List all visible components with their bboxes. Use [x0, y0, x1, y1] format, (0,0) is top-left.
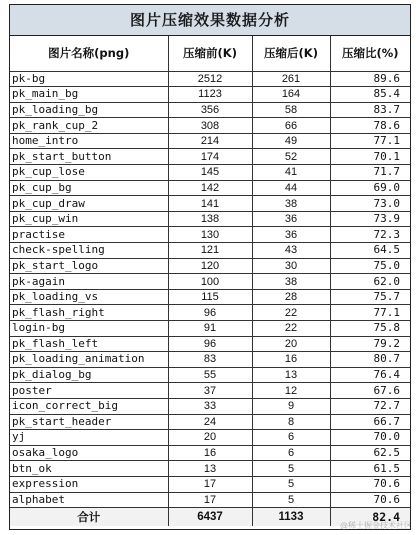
- table-row: [10, 305, 410, 321]
- cell-ratio: 73.9: [330, 211, 410, 227]
- cell-ratio: 70.1: [330, 149, 410, 165]
- data-sheet: [9, 4, 411, 530]
- table-row: [10, 414, 410, 430]
- cell-before: 13: [168, 461, 252, 477]
- table-row: [10, 243, 410, 259]
- cell-before: 33: [168, 398, 252, 414]
- cell-before: 83: [168, 352, 252, 368]
- cell-image-name: btn_ok: [10, 461, 168, 477]
- cell-after: 8: [252, 414, 330, 430]
- table-row: [10, 118, 410, 134]
- cell-before: 142: [168, 180, 252, 196]
- table-row: [10, 87, 410, 103]
- cell-before: 37: [168, 383, 252, 399]
- table-body: [10, 71, 410, 508]
- header-row: [10, 36, 410, 71]
- total-after: 1133: [252, 508, 330, 526]
- cell-ratio: 77.1: [330, 305, 410, 321]
- cell-after: 5: [252, 492, 330, 508]
- cell-before: 308: [168, 118, 252, 134]
- cell-after: 38: [252, 274, 330, 290]
- cell-ratio: 73.0: [330, 196, 410, 212]
- total-ratio: 82.4: [330, 508, 410, 526]
- cell-ratio: 80.7: [330, 352, 410, 368]
- cell-image-name: practise: [10, 227, 168, 243]
- cell-ratio: 75.7: [330, 289, 410, 305]
- cell-ratio: 77.1: [330, 133, 410, 149]
- cell-after: 6: [252, 445, 330, 461]
- cell-image-name: pk_dialog_bg: [10, 367, 168, 383]
- table-row: [10, 274, 410, 290]
- cell-image-name: pk_cup_bg: [10, 180, 168, 196]
- cell-image-name: osaka_logo: [10, 445, 168, 461]
- cell-before: 91: [168, 321, 252, 337]
- cell-image-name: pk_rank_cup_2: [10, 118, 168, 134]
- cell-ratio: 66.7: [330, 414, 410, 430]
- cell-after: 16: [252, 352, 330, 368]
- table-row: [10, 180, 410, 196]
- cell-image-name: poster: [10, 383, 168, 399]
- cell-image-name: home_intro: [10, 133, 168, 149]
- cell-after: 261: [252, 71, 330, 87]
- cell-after: 20: [252, 336, 330, 352]
- cell-image-name: pk_flash_left: [10, 336, 168, 352]
- cell-after: 36: [252, 227, 330, 243]
- table-row: [10, 321, 410, 337]
- total-before: 6437: [168, 508, 252, 526]
- cell-ratio: 75.0: [330, 258, 410, 274]
- cell-image-name: alphabet: [10, 492, 168, 508]
- cell-after: 28: [252, 289, 330, 305]
- cell-image-name: pk_main_bg: [10, 87, 168, 103]
- header-image-name: 图片名称(png): [10, 36, 168, 71]
- table-row: [10, 196, 410, 212]
- table-row: [10, 476, 410, 492]
- cell-after: 6: [252, 430, 330, 446]
- table-row: [10, 492, 410, 508]
- cell-before: 100: [168, 274, 252, 290]
- cell-ratio: 64.5: [330, 243, 410, 259]
- cell-before: 130: [168, 227, 252, 243]
- table-row: [10, 352, 410, 368]
- cell-after: 12: [252, 383, 330, 399]
- cell-before: 214: [168, 133, 252, 149]
- cell-before: 138: [168, 211, 252, 227]
- cell-after: 5: [252, 476, 330, 492]
- cell-before: 17: [168, 492, 252, 508]
- header-after: 压缩后(K): [252, 36, 330, 71]
- cell-image-name: pk-bg: [10, 71, 168, 87]
- cell-image-name: check-spelling: [10, 243, 168, 259]
- cell-image-name: pk_cup_draw: [10, 196, 168, 212]
- cell-image-name: pk_start_logo: [10, 258, 168, 274]
- compression-table: [10, 36, 410, 526]
- cell-ratio: 79.2: [330, 336, 410, 352]
- cell-after: 30: [252, 258, 330, 274]
- cell-after: 13: [252, 367, 330, 383]
- cell-before: 356: [168, 102, 252, 118]
- cell-after: 22: [252, 321, 330, 337]
- cell-ratio: 69.0: [330, 180, 410, 196]
- table-row: [10, 289, 410, 305]
- cell-ratio: 70.6: [330, 492, 410, 508]
- table-row: [10, 71, 410, 87]
- cell-after: 5: [252, 461, 330, 477]
- cell-after: 36: [252, 211, 330, 227]
- cell-after: 38: [252, 196, 330, 212]
- header-before: 压缩前(K): [168, 36, 252, 71]
- cell-ratio: 70.6: [330, 476, 410, 492]
- cell-before: 96: [168, 336, 252, 352]
- table-row: [10, 258, 410, 274]
- cell-image-name: pk_loading_vs: [10, 289, 168, 305]
- cell-image-name: pk_start_header: [10, 414, 168, 430]
- cell-after: 164: [252, 87, 330, 103]
- cell-before: 16: [168, 445, 252, 461]
- table-row: [10, 211, 410, 227]
- cell-image-name: pk_loading_bg: [10, 102, 168, 118]
- cell-image-name: icon_correct_big: [10, 398, 168, 414]
- cell-before: 115: [168, 289, 252, 305]
- cell-after: 22: [252, 305, 330, 321]
- table-row: [10, 367, 410, 383]
- cell-image-name: pk_loading_animation: [10, 352, 168, 368]
- cell-after: 49: [252, 133, 330, 149]
- cell-before: 141: [168, 196, 252, 212]
- cell-image-name: pk_cup_win: [10, 211, 168, 227]
- cell-ratio: 72.7: [330, 398, 410, 414]
- cell-before: 55: [168, 367, 252, 383]
- cell-ratio: 72.3: [330, 227, 410, 243]
- cell-after: 44: [252, 180, 330, 196]
- cell-before: 120: [168, 258, 252, 274]
- cell-before: 20: [168, 430, 252, 446]
- header-ratio: 压缩比(%): [330, 36, 410, 71]
- cell-before: 174: [168, 149, 252, 165]
- cell-ratio: 75.8: [330, 321, 410, 337]
- cell-image-name: expression: [10, 476, 168, 492]
- cell-ratio: 67.6: [330, 383, 410, 399]
- cell-ratio: 76.4: [330, 367, 410, 383]
- cell-before: 96: [168, 305, 252, 321]
- cell-ratio: 83.7: [330, 102, 410, 118]
- table-row: [10, 383, 410, 399]
- cell-ratio: 61.5: [330, 461, 410, 477]
- table-row: [10, 398, 410, 414]
- cell-ratio: 89.6: [330, 71, 410, 87]
- cell-ratio: 78.6: [330, 118, 410, 134]
- cell-image-name: pk_flash_right: [10, 305, 168, 321]
- table-row: [10, 133, 410, 149]
- table-row: [10, 461, 410, 477]
- cell-after: 41: [252, 165, 330, 181]
- cell-before: 24: [168, 414, 252, 430]
- table-row: [10, 430, 410, 446]
- cell-before: 121: [168, 243, 252, 259]
- cell-after: 43: [252, 243, 330, 259]
- cell-image-name: yj: [10, 430, 168, 446]
- cell-after: 58: [252, 102, 330, 118]
- cell-ratio: 62.0: [330, 274, 410, 290]
- table-title: 图片压缩效果数据分析: [10, 5, 410, 36]
- cell-image-name: pk-again: [10, 274, 168, 290]
- table-row: [10, 149, 410, 165]
- cell-after: 66: [252, 118, 330, 134]
- total-label: 合计: [10, 508, 168, 526]
- table-row: [10, 445, 410, 461]
- table-row: [10, 336, 410, 352]
- cell-before: 145: [168, 165, 252, 181]
- cell-before: 1123: [168, 87, 252, 103]
- cell-ratio: 71.7: [330, 165, 410, 181]
- cell-after: 9: [252, 398, 330, 414]
- cell-ratio: 85.4: [330, 87, 410, 103]
- cell-image-name: login-bg: [10, 321, 168, 337]
- cell-image-name: pk_start_button: [10, 149, 168, 165]
- table-row: [10, 227, 410, 243]
- cell-ratio: 70.0: [330, 430, 410, 446]
- table-row: [10, 165, 410, 181]
- table-row: [10, 102, 410, 118]
- cell-image-name: pk_cup_lose: [10, 165, 168, 181]
- cell-before: 2512: [168, 71, 252, 87]
- cell-before: 17: [168, 476, 252, 492]
- cell-ratio: 62.5: [330, 445, 410, 461]
- watermark: @稀土掘金技术社区: [340, 521, 412, 530]
- cell-after: 52: [252, 149, 330, 165]
